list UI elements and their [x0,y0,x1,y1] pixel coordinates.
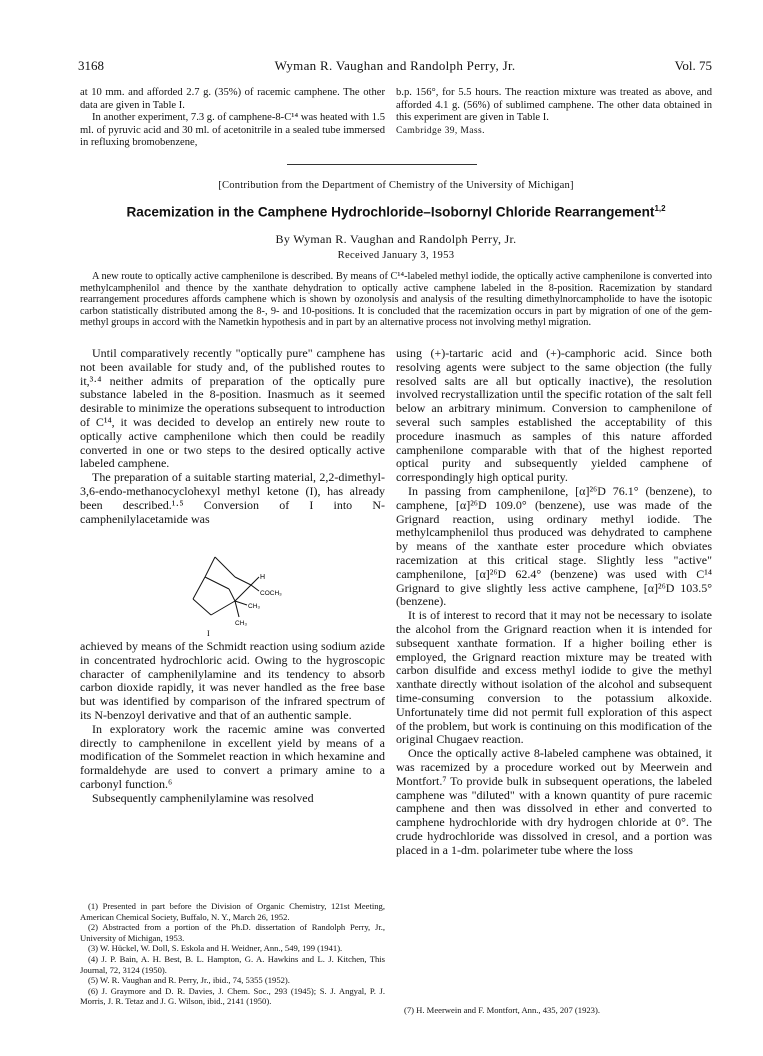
struct-h-label: H [260,574,266,581]
page-number: 3168 [78,58,104,73]
prev-paragraph: In another experiment, 7.3 g. of camphene-8-C¹⁴ was heated with 1.5 ml. of pyruvic acid and 30 ml. of acetonitrile in a sealed tube immersed in refluxing bromobenzene, [80,112,385,149]
body-paragraph: Subsequently camphenilylamine was resolved [92,790,314,805]
body-paragraph: In exploratory work the racemic amine was converted directly to camphenilone in excellent yield by means of a modification of the Sommelet reaction in which hexamine and formaldehyde are used to convert a primary amine to a carbonyl function.⁶ [80,721,385,791]
body-paragraph: The preparation of a suitable starting material, 2,2-dimethyl-3,6-endo-methanocyclohexyl methyl ketone (I), has already been described.¹·⁵ Conversion of I into N-camphenilylacetamide was [80,470,385,526]
abstract-text: A new route to optically active camphenilone is described. By means of C¹⁴-labeled methyl iodide, the optically active camphenilone is converted into methylcamphenilol and thence by the xanthate dehydration to optically active camphene labeled in the 8-position. Racemization by standard rearrangement procedures affords camphene which is shown by ozonolysis and analysis of the resulting dimethylnorcampholide to have the isotopic carbon statistically distributed among the 8-, 9- and 10-positions. It is concluded that the racemization occurs in part by migration of one of the gem-methyl groups in accord with the Nametkin hypothesis and in part by an alternative process not involving methyl migration. [80,271,712,329]
footnotes-right [396,1005,712,1016]
struct-compound-label: I [207,629,210,637]
body-right [396,347,712,857]
body-paragraph: In passing from camphenilone, [α]²⁶D 76.1° (benzene), to camphene, [α]²⁶D 109.0° (benzene), use was made of the Grignard reaction, using ordinary methyl iodide. The methylcamphenilol thus produced was dehydrated to camphene by means of the xanthate ester procedure which obviates racemization at this critical stage. Slightly less "active" camphenilone, [α]²⁶D 62.4° (benzene) was used with C¹⁴ Grignard to give slightly less active camphene, [α]²⁶D 103.5° (benzene). [396,483,712,609]
body-left-bottom [80,640,385,806]
article-title [80,204,712,220]
struct-ch3-label: CH₃ [248,603,261,610]
body-paragraph: Until comparatively recently "optically pure" camphene has not been available for study and, of the published routes to it,³·⁴ neither admits of preparation of the optically pure substance labeled in the 8-position. Inasmuch as it seemed desirable to minimize the operations subsequent to introduction of C¹⁴, it was decided to develop an entirely new route to optically active camphenilone which then could be readily converted in one or two steps to the desired optically active labeled camphene. [80,346,385,471]
abstract [80,271,712,329]
body-paragraph: It is of interest to record that it may not be necessary to isolate the alcohol from the Grignard reaction when it is intended for subsequent xanthate formation. If a higher boiling ether is employed, the Grignard reaction mixture may be treated with carbon disulfide and excess methyl iodide to give the methyl xanthate directly without isolation of the alcohol and subsequent time-consuming conversion to the potassium alkoxide. Unfortunately time did not permit full exploration of this aspect of the problem, but work is continuing on this modification of the original Chugaev reaction. [396,608,712,747]
footnote: (7) H. Meerwein and F. Montfort, Ann., 435, 207 (1923). [404,1005,600,1015]
footnote: (1) Presented in part before the Division of Organic Chemistry, 121st Meeting, American Chemical Society, Buffalo, N. Y., March 26, 1952. [80,901,385,922]
running-title: Wyman R. Vaughan and Randolph Perry, Jr. [274,58,516,73]
footnote: (2) Abstracted from a portion of the Ph.D. dissertation of Randolph Perry, Jr., University of Michigan, 1953. [80,922,385,943]
structure-diagram [185,555,295,637]
title-footnote-marks: 1,2 [654,204,666,213]
volume-label: Vol. 75 [674,58,712,73]
footnote: (4) J. P. Bain, A. H. Best, B. L. Hampton, G. A. Hawkins and L. J. Kitchen, This Journal, 72, 3124 (1950). [80,953,385,975]
body-left-top [80,347,385,526]
received-date: Received January 3, 1953 [337,250,455,261]
footnote: (6) J. Graymore and D. R. Davies, J. Chem. Soc., 293 (1945); S. J. Angyal, P. J. Morris, J. R. Tetaz and J. G. Wilson, ibid., 2141 (1950). [80,985,385,1007]
body-paragraph: Once the optically active 8-labeled camphene was obtained, it was racemized by a procedure worked out by Meerwein and Montfort.⁷ To provide bulk in subsequent operations, the labeled camphene was "diluted" with a known quantity of pure racemic camphene and then was dissolved in ether and converted to camphene hydrochloride with dry hydrogen chloride at 0°. The crude hydrochloride was dissolved in cresol, and a portion was placed in a 1-dm. polarimeter tube where the loss [396,746,712,857]
body-paragraph: using (+)-tartaric acid and (+)-camphoric acid. Since both resolving agents were subject to the same objection (the fully resolved salts are all but optically inactive), the resolution involved recrystallization until the specific rotation of the salt fell below an arbitrary minimum. Conversion to camphenilone of several such samples established the acceptability of this procedure inasmuch as samples of this nature afforded camphenilone comparable with that of the highest reported optical purity and subsequently yielded camphene of correspondingly high optical purity. [396,346,712,485]
previous-article-right [396,87,712,137]
bicyclic-structure-drawing [185,555,295,637]
signature-location: Cambridge 39, Mass. [396,125,485,136]
authors: By Wyman R. Vaughan and Randolph Perry, Jr. [275,232,517,246]
section-divider [287,164,477,165]
prev-paragraph: b.p. 156°, for 5.5 hours. The reaction mixture was treated as above, and afforded 4.1 g. (56%) of sublimed camphene. The other data obtained in this experiment are given in Table I. [396,87,712,124]
contribution-line: [Contribution from the Department of Chemistry of the University of Michigan] [218,180,574,191]
body-paragraph: achieved by means of the Schmidt reaction using sodium azide in concentrated hydrochloric acid. Owing to the hygroscopic character of camphenilylamine and its tendency to absorb carbon dioxide rapidly, it was never handled as the free base but was identified by comparison of the infrared spectrum of its N-benzoyl derivative and that of an authentic sample. [80,639,385,722]
previous-article-left [80,87,385,150]
prev-paragraph: at 10 mm. and afforded 2.7 g. (35%) of racemic camphene. The other data are given in Table I. [80,87,385,111]
title-text: Racemization in the Camphene Hydrochloride–Isobornyl Chloride Rearrangement [126,204,655,220]
struct-ch3-label: CH₃ [235,620,248,627]
footnote: (5) W. R. Vaughan and R. Perry, Jr., ibid., 74, 5355 (1952). [88,975,290,986]
struct-coch3-label: COCH₃ [260,590,282,597]
footnotes-left [80,901,385,1007]
running-header [78,58,712,78]
footnote: (3) W. Hückel, W. Doll, S. Eskola and H. Weidner, Ann., 549, 199 (1941). [88,943,343,954]
